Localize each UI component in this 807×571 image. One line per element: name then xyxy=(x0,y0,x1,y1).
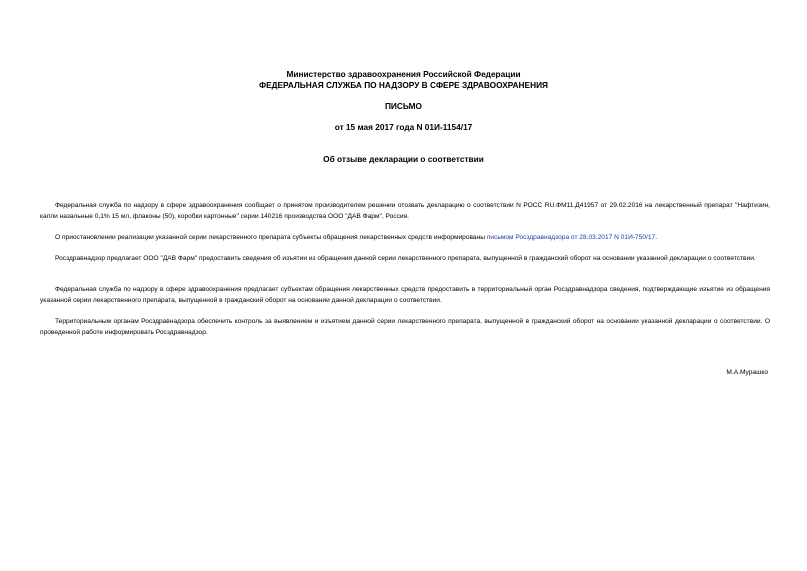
service-name: ФЕДЕРАЛЬНАЯ СЛУЖБА ПО НАДЗОРУ В СФЕРЕ ЗДРАВООХРАНЕНИЯ xyxy=(259,80,548,90)
paragraph-2-text-after: . xyxy=(655,234,658,241)
document-type: ПИСЬМО xyxy=(384,101,423,111)
paragraph-4: Федеральная служба по надзору в сфере здравоохранения предлагает субъектам обращения лекарственных средств предоставить в территориальный орган Росздравнадзора сведения, подтверждающие изъятие из обращения указанной серии лекарственного препарата, выпущенной в гражданский оборот на основании данной декларации о соответствии. xyxy=(40,286,770,304)
document-date-number: от 15 мая 2017 года N 01И-1154/17 xyxy=(334,122,473,132)
paragraph-5: Территориальным органам Росздравнадзора обеспечить контроль за выявлением и изъятием данной серии лекарственного препарата, выпущенной в гражданский оборот на основании указанной декларации о соответствии. О проведенной работе информировать Росздравнадзор. xyxy=(40,318,770,336)
paragraph-1: Федеральная служба по надзору в сфере здравоохранения сообщает о принятом производителем решении отозвать декларацию о соответствии N РОСС RU.ФМ11.Д41957 от 29.02.2016 на лекарственный препарат "Нафтизин, капли назальные 0,1% 15 мл, флаконы (50), коробки картонные" серии 140216 производства ООО "ДАВ Фарм", Россия. xyxy=(40,202,770,220)
reference-letter-link[interactable]: письмом Росздравнадзора от 28.03.2017 N 01И-750/17 xyxy=(486,234,656,241)
paragraph-2 xyxy=(40,233,770,244)
signature-name: М.А.Мурашко xyxy=(726,369,768,376)
paragraph-3: Росздравнадзор предлагает ООО "ДАВ Фарм" предоставить сведения об изъятии из обращения данной серии лекарственного препарата, выпущенной в гражданский оборот на основании указанной декларации о соответствии. xyxy=(55,255,756,262)
ministry-name: Министерство здравоохранения Российской Федерации xyxy=(286,69,521,79)
paragraph-2-text-before: О приостановлении реализации указанной серии лекарственного препарата субъекты обращения лекарственных средств информированы xyxy=(55,234,487,241)
document-subject: Об отзыве декларации о соответствии xyxy=(323,154,484,164)
